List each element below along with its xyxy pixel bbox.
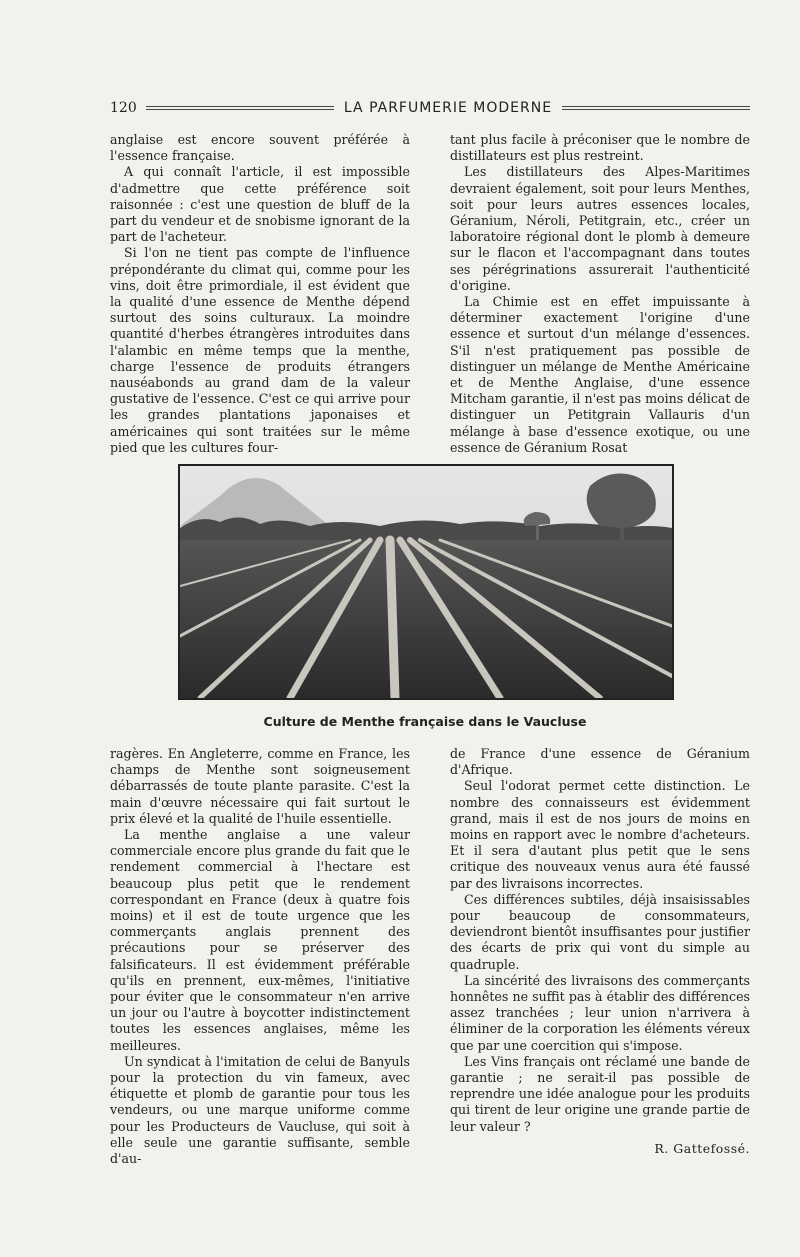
photo-caption: Culture de Menthe française dans le Vaucluse [263, 714, 587, 729]
paragraph: La sincérité des livraisons des commerçants honnêtes ne suffit pas à établir des différences assez tranchées ; leur union n'arrivera à éliminer de la corporation les éléments véreux que par une coercition qui s'impose. [450, 972, 750, 1053]
paragraph: tant plus facile à préconiser que le nombre de distillateurs est plus restreint. [450, 132, 750, 164]
header-rule-left [146, 106, 334, 110]
column-top-left [110, 132, 410, 456]
page-header [110, 98, 750, 118]
paragraph: de France d'une essence de Géranium d'Afrique. [450, 746, 750, 778]
column-bottom-right [450, 746, 750, 1157]
paragraph: anglaise est encore souvent préférée à l'essence française. [110, 132, 410, 164]
column-top-right [450, 132, 750, 456]
column-bottom-left [110, 746, 410, 1167]
paragraph: La menthe anglaise a une valeur commerciale encore plus grande du fait que le rendement commercial à l'hectare est beaucoup plus petit que le rendement correspondant en France (deux à quatre fois moins) et il est de toute urgence que les commerçants anglais prennent des précautions pour se préserver des falsificateurs. Il est évidemment préférable qu'ils en prennent, eux-mêmes, l'initiative pour éviter que le consommateur n'en arrive un jour ou l'autre à boycotter indistinctement toutes les essences anglaises, même les meilleures. [110, 827, 410, 1053]
paragraph: Si l'on ne tient pas compte de l'influence prépondérante du climat qui, comme pour les vins, doit être primordiale, il est évident que la qualité d'une essence de Menthe dépend surtout des soins culturaux. La moindre quantité d'herbes étrangères introduites dans l'alambic en même temps que la menthe, charge l'essence de produits étrangers nauséabonds au grand dam de la valeur gustative de l'essence. C'est ce qui arrive pour les grandes plantations japonaises et américaines qui sont traitées sur le même pied que les cultures four- [110, 245, 410, 455]
paragraph: ragères. En Angleterre, comme en France, les champs de Menthe sont soigneusement débarrassés de toute plante parasite. C'est la main d'œuvre nécessaire qui fait surtout le prix élevé et la qualité de l'huile essentielle. [110, 746, 410, 826]
paragraph: Un syndicat à l'imitation de celui de Banyuls pour la protection du vin fameux, avec étiquette et plomb de garantie pour tous les vendeurs, ou une marque uniforme comme pour les Producteurs de Vaucluse, qui soit à elle seule une garantie suffisante, semble d'au- [110, 1053, 410, 1167]
mint-field-illustration [180, 466, 672, 698]
mint-field-photo [178, 464, 674, 700]
journal-title: LA PARFUMERIE MODERNE [343, 100, 553, 116]
paragraph: Les Vins français ont réclamé une bande de garantie ; ne serait-il pas possible de reprendre une idée analogue pour les produits qui tirent de leur origine une grande partie de leur valeur ? [450, 1053, 750, 1134]
paragraph: Seul l'odorat permet cette distinction. Le nombre des connaisseurs est évidemment grand, mais il est de nos jours de moins en moins en rapport avec le nombre d'acheteurs. Et il sera d'autant plus petit que le sens critique des nouveaux venus aura été faussé par des livraisons incorrectes. [450, 778, 750, 891]
paragraph: La Chimie est en effet impuissante à déterminer exactement l'origine d'une essence et surtout d'un mélange d'essences. S'il n'est pratiquement pas possible de distinguer un mélange de Menthe Américaine et de Menthe Anglaise, d'une essence Mitcham garantie, il n'est pas moins délicat de distinguer un Petitgrain Vallauris d'un mélange à base d'essence exotique, ou une essence de Géranium Rosat [450, 294, 750, 455]
author-signature: R. Gattefossé. [654, 1140, 750, 1156]
header-rule-right [562, 106, 750, 110]
page-number: 120 [110, 100, 137, 116]
paragraph: Les distillateurs des Alpes-Maritimes devraient également, soit pour leurs Menthes, soit pour leurs autres essences locales, Géranium, Néroli, Petitgrain, etc., créer un laboratoire régional dont le plomb à demeure sur le flacon et l'accompagnant dans toutes ses pérégrinations assurerait l'authenticité d'origine. [450, 164, 750, 293]
paragraph: A qui connaît l'article, il est impossible d'admettre que cette préférence soit raisonnée : c'est une question de bluff de la part du vendeur et de snobisme ignorant de la part de l'acheteur. [110, 164, 410, 245]
paragraph: Ces différences subtiles, déjà insaisissables pour beaucoup de consommateurs, deviendront bientôt insuffisantes pour justifier des écarts de prix qui vont du simple au quadruple. [450, 891, 750, 972]
